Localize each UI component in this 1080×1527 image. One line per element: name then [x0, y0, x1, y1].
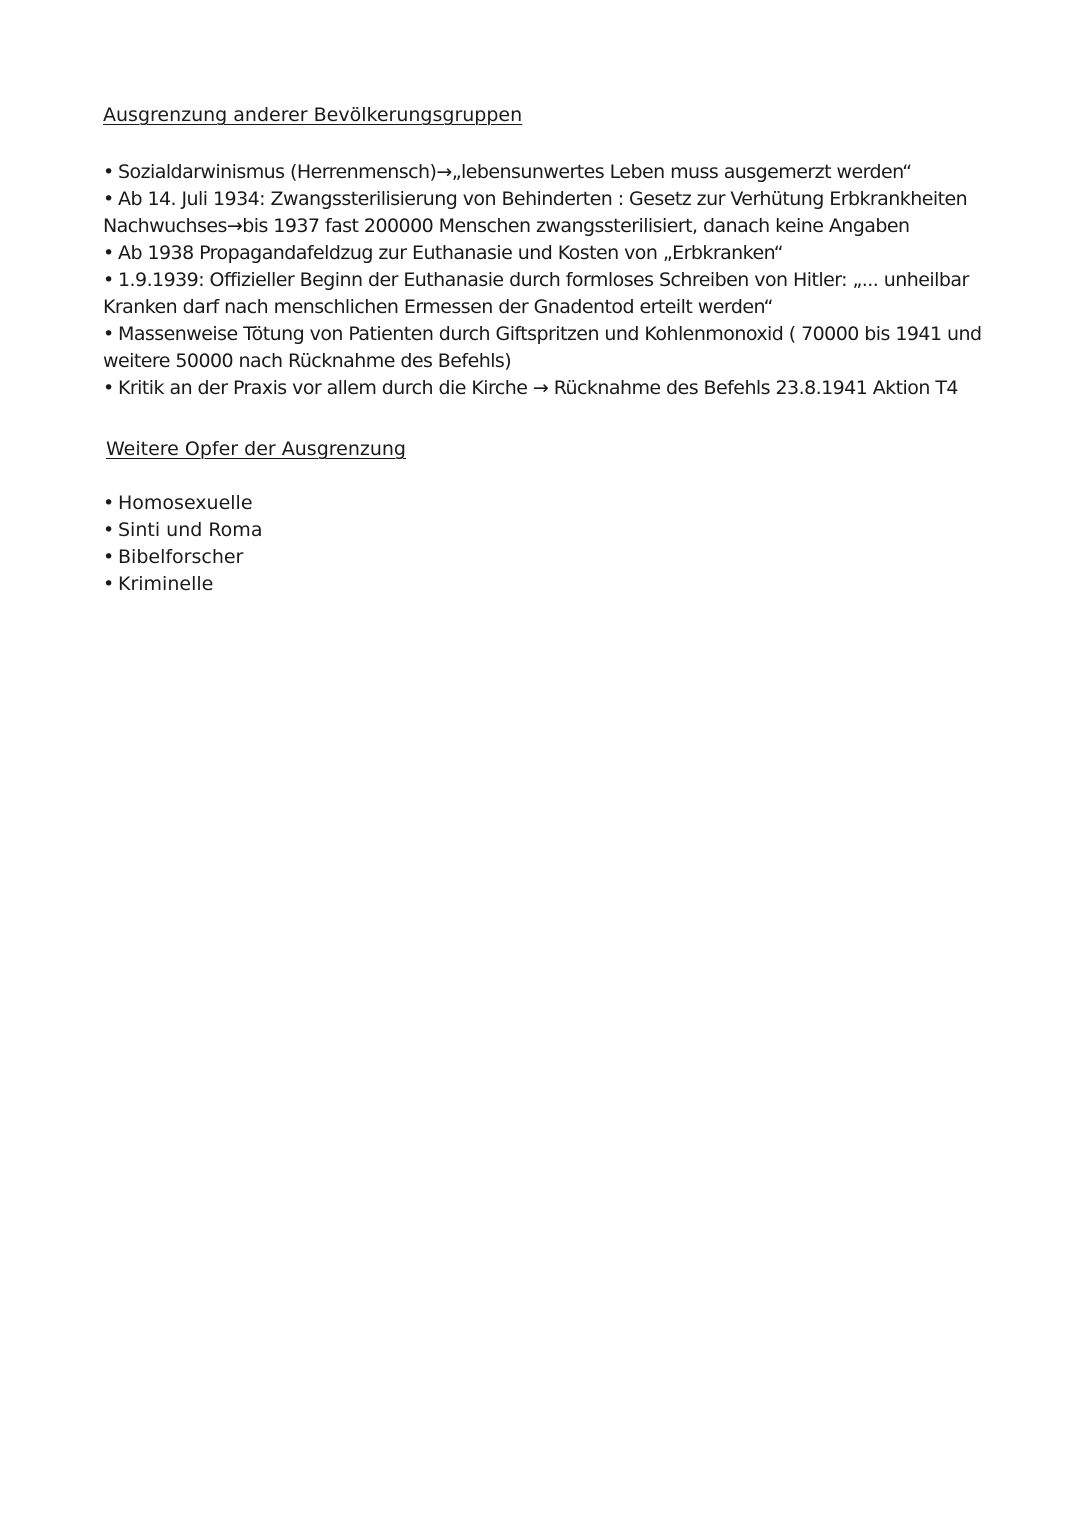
bullet-icon: • — [103, 377, 114, 399]
list-item-text: Kriminelle — [118, 573, 214, 595]
bullet-icon: • — [103, 519, 115, 541]
bullet-icon: • — [103, 492, 115, 514]
list-item-text: Kritik an der Praxis vor allem durch die Kirche → Rücknahme des Befehls 23.8.1941 Aktion T4 — [118, 377, 958, 399]
list-item-text: Sinti und Roma — [118, 519, 263, 541]
bullet-list-ausgrenzung — [103, 159, 1003, 402]
section-heading-ausgrenzung: Ausgrenzung anderer Bevölkerungsgruppen — [103, 104, 523, 126]
list-item-text: Homosexuelle — [118, 492, 253, 514]
bullet-icon: • — [103, 573, 115, 595]
list-item — [103, 321, 1003, 375]
list-item-text: 1.9.1939: Offizieller Beginn der Euthanasie durch formloses Schreiben von Hitler: „... unheilbar Kranken darf nach menschlichen Ermessen der Gnadentod erteilt werden“ — [103, 269, 969, 318]
list-item — [103, 267, 1003, 321]
bullet-icon: • — [103, 188, 114, 210]
bullet-icon: • — [103, 242, 114, 264]
list-item-text: Sozialdarwinismus (Herrenmensch)→„lebensunwertes Leben muss ausgemerzt werden“ — [118, 161, 912, 183]
list-item — [103, 375, 1003, 402]
list-item — [103, 186, 1003, 240]
list-item — [103, 490, 1003, 517]
bullet-icon: • — [103, 323, 114, 345]
bullet-icon: • — [103, 546, 115, 568]
bullet-icon: • — [103, 161, 114, 183]
list-item — [103, 517, 1003, 544]
list-item-text: Bibelforscher — [118, 546, 244, 568]
bullet-list-weitere-opfer — [103, 490, 1003, 598]
list-item — [103, 544, 1003, 571]
section-heading-weitere-opfer: Weitere Opfer der Ausgrenzung — [106, 438, 406, 460]
list-item — [103, 240, 1003, 267]
bullet-icon: • — [103, 269, 114, 291]
list-item-text: Ab 1938 Propagandafeldzug zur Euthanasie und Kosten von „Erbkranken“ — [118, 242, 783, 264]
list-item-text: Massenweise Tötung von Patienten durch Giftspritzen und Kohlenmonoxid ( 70000 bis 1941 und weitere 50000 nach Rücknahme des Befehls) — [103, 323, 982, 372]
list-item — [103, 159, 1003, 186]
list-item — [103, 571, 1003, 598]
list-item-text: Ab 14. Juli 1934: Zwangssterilisierung von Behinderten : Gesetz zur Verhütung Erbkrankheiten Nachwuchses→bis 1937 fast 200000 Menschen zwangssterilisiert, danach keine Angaben — [103, 188, 968, 237]
